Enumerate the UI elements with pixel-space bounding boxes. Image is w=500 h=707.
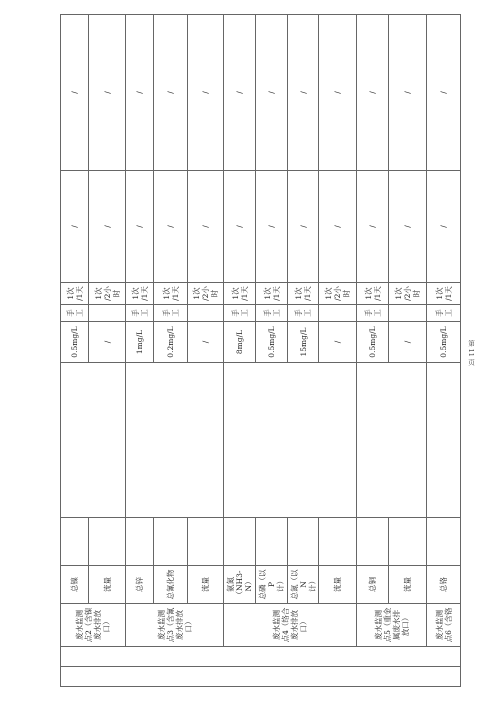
monitor-mode <box>319 305 357 322</box>
monitor-frequency: 1次 /2小 时 <box>319 283 357 305</box>
empty-cell-merged <box>224 363 357 518</box>
slash-cell: / <box>188 15 224 171</box>
table-row <box>389 15 427 687</box>
pollutant-item: 流量 <box>319 566 357 604</box>
slash-cell: / <box>89 171 126 283</box>
slash-cell: / <box>357 15 389 171</box>
table-row <box>61 15 89 687</box>
slash-cell: / <box>154 171 188 283</box>
monitor-frequency: 1次 /1天 <box>288 283 319 305</box>
pollutant-item: 流量 <box>389 566 427 604</box>
monitor-mode: 手 工 <box>61 305 89 322</box>
monitor-frequency: 1次 /1天 <box>154 283 188 305</box>
monitoring-point: 废水监测 点4（络合 废水排放 口） <box>224 604 357 647</box>
pollutant-item: 氨氮 （NH3-N） <box>224 566 256 604</box>
pollutant-item: 总氮（以N 计） <box>288 566 319 604</box>
monitoring-point: 废水监测 点3（含氰 废水排放 口） <box>126 604 224 647</box>
empty-cell <box>188 518 224 566</box>
monitor-mode: 手 工 <box>126 305 154 322</box>
monitor-mode: 手 工 <box>288 305 319 322</box>
slash-cell: / <box>389 171 427 283</box>
pollutant-item: 总氰化物 <box>154 566 188 604</box>
empty-cell-merged <box>427 363 461 518</box>
slash-cell: / <box>288 171 319 283</box>
empty-cell <box>224 518 256 566</box>
slash-cell: / <box>89 15 126 171</box>
monitoring-table <box>60 14 461 687</box>
limit-value: 0.5mg/L <box>256 322 288 363</box>
empty-cell-merged <box>126 363 224 518</box>
limit-value: 15mg/L <box>288 322 319 363</box>
slash-cell: / <box>256 15 288 171</box>
empty-cell <box>319 518 357 566</box>
slash-cell: / <box>61 171 89 283</box>
empty-cell <box>288 518 319 566</box>
monitor-frequency: 1次 /1天 <box>357 283 389 305</box>
monitor-mode: 手 工 <box>357 305 389 322</box>
limit-value: / <box>389 322 427 363</box>
empty-cell <box>61 518 89 566</box>
pollutant-item: 总锌 <box>126 566 154 604</box>
monitoring-point: 废水监测 点2（含镍 废水排放 口） <box>61 604 126 647</box>
empty-cell <box>89 518 126 566</box>
slash-cell: / <box>389 15 427 171</box>
slash-cell: / <box>288 15 319 171</box>
limit-value: 0.5mg/L <box>61 322 89 363</box>
table-row <box>288 15 319 687</box>
slash-cell: / <box>224 171 256 283</box>
slash-cell: / <box>126 15 154 171</box>
monitor-mode: 手 工 <box>224 305 256 322</box>
slash-cell: / <box>154 15 188 171</box>
table-row <box>256 15 288 687</box>
monitor-mode: 手 工 <box>256 305 288 322</box>
slash-cell: / <box>61 15 89 171</box>
slash-cell: / <box>427 171 461 283</box>
table-row <box>126 15 154 687</box>
monitor-mode: 手 工 <box>154 305 188 322</box>
pollutant-item: 总铬 <box>427 566 461 604</box>
slash-cell: / <box>126 171 154 283</box>
limit-value: 0.2mg/L <box>154 322 188 363</box>
slash-cell: / <box>357 171 389 283</box>
pollutant-item: 总磷（以P 计） <box>256 566 288 604</box>
monitor-frequency: 1次 /2小 时 <box>188 283 224 305</box>
slash-cell: / <box>256 171 288 283</box>
limit-value: / <box>188 322 224 363</box>
limit-value: 0.5mg/L <box>357 322 389 363</box>
monitor-mode <box>188 305 224 322</box>
empty-cell <box>357 518 389 566</box>
table-row <box>319 15 357 687</box>
empty-cell <box>256 518 288 566</box>
empty-cell <box>126 518 154 566</box>
pollutant-item: 流量 <box>89 566 126 604</box>
table-row <box>357 15 389 687</box>
table-row <box>154 15 188 687</box>
limit-value: 0.5mg/L <box>427 322 461 363</box>
pollutant-item: 流量 <box>188 566 224 604</box>
limit-value: / <box>319 322 357 363</box>
monitor-frequency: 1次 /1天 <box>224 283 256 305</box>
page-number: 第 11 页 <box>467 340 475 366</box>
empty-cell-a <box>61 667 461 687</box>
slash-cell: / <box>224 15 256 171</box>
slash-cell: / <box>188 171 224 283</box>
monitor-frequency: 1次 /1天 <box>61 283 89 305</box>
monitor-frequency: 1次 /1天 <box>256 283 288 305</box>
monitoring-point: 废水监测 点6（含铬 <box>427 604 461 647</box>
limit-value: 1mg/L <box>126 322 154 363</box>
empty-cell-merged <box>357 363 427 518</box>
monitor-mode: 手 工 <box>427 305 461 322</box>
table-row <box>89 15 126 687</box>
slash-cell: / <box>319 15 357 171</box>
monitor-frequency: 1次 /2小 时 <box>389 283 427 305</box>
empty-cell-b <box>61 647 461 667</box>
limit-value: 8mg/L <box>224 322 256 363</box>
pollutant-item: 总铜 <box>357 566 389 604</box>
table-row <box>427 15 461 687</box>
empty-cell <box>154 518 188 566</box>
slash-cell: / <box>427 15 461 171</box>
monitoring-point: 废水监测 点5（重金 属废水排 放口） <box>357 604 427 647</box>
empty-cell <box>427 518 461 566</box>
table-row <box>224 15 256 687</box>
table-row <box>188 15 224 687</box>
pollutant-item: 总镍 <box>61 566 89 604</box>
monitor-mode <box>389 305 427 322</box>
limit-value: / <box>89 322 126 363</box>
monitor-frequency: 1次 /2小 时 <box>89 283 126 305</box>
empty-cell <box>389 518 427 566</box>
monitor-frequency: 1次 /1天 <box>427 283 461 305</box>
monitor-mode <box>89 305 126 322</box>
monitor-frequency: 1次 /1天 <box>126 283 154 305</box>
empty-cell-merged <box>61 363 126 518</box>
slash-cell: / <box>319 171 357 283</box>
